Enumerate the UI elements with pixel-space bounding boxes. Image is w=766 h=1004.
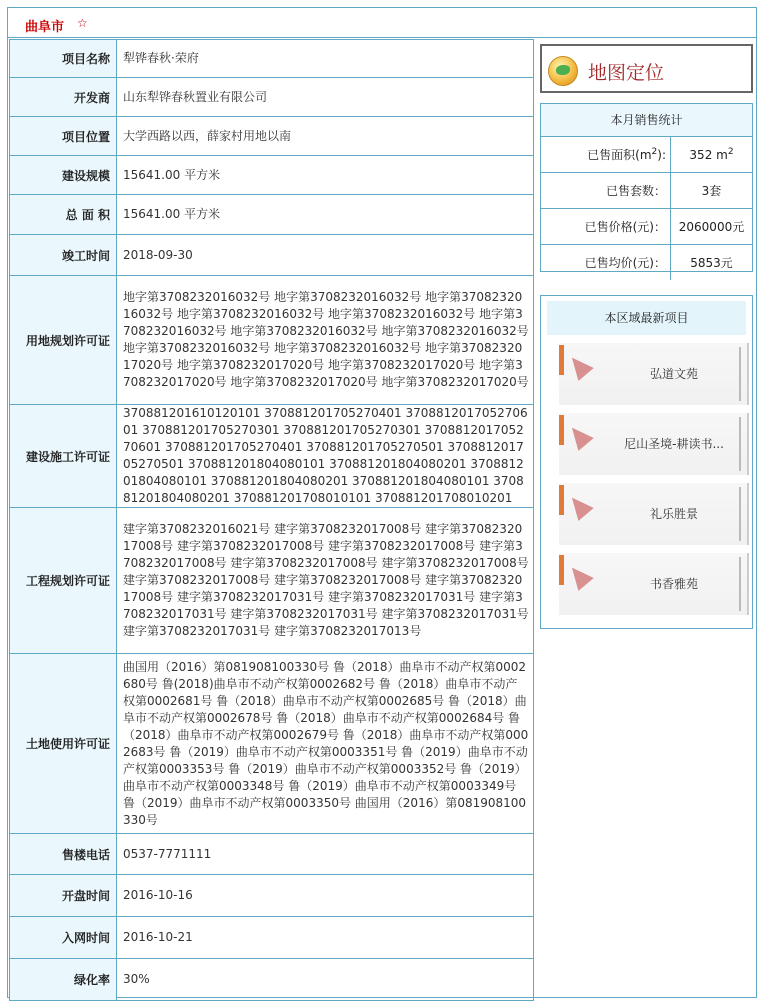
monthly-sales-panel (540, 103, 753, 272)
recent-project-item[interactable] (559, 483, 749, 545)
detail-label: 开发商 (10, 78, 117, 117)
detail-label: 土地使用许可证 (10, 654, 117, 834)
monthly-sales-title: 本月销售统计 (541, 104, 752, 137)
sales-row-avg (541, 245, 752, 281)
recent-projects-title: 本区域最新项目 (547, 301, 746, 335)
cursor-arrow-icon (564, 421, 593, 451)
cursor-arrow-icon (564, 561, 593, 591)
detail-value: 0537-7771111 (117, 834, 534, 875)
detail-value: 2018-09-30 (117, 235, 534, 276)
recent-project-name[interactable]: 尼山圣境-耕读书... (624, 437, 724, 451)
detail-label: 入网时间 (10, 917, 117, 959)
recent-project-item[interactable] (559, 343, 749, 405)
detail-value: 15641.00 平方米 (117, 195, 534, 235)
detail-row (10, 276, 534, 405)
detail-value: 大学西路以西，薛家村用地以南 (117, 117, 534, 156)
detail-value: 15641.00 平方米 (117, 156, 534, 195)
detail-row (10, 117, 534, 156)
detail-value: 2016-10-21 (117, 917, 534, 959)
recent-project-name[interactable]: 书香雅苑 (649, 577, 698, 591)
city-name[interactable]: 曲阜市 (25, 20, 65, 35)
page-frame (7, 7, 757, 998)
sales-row-units (541, 173, 752, 209)
city-header (8, 8, 756, 38)
recent-project-name[interactable]: 礼乐胜景 (649, 507, 698, 521)
sold-area-label: 已售面积$(m^2)$: (541, 137, 671, 173)
detail-label: 竣工时间 (10, 235, 117, 276)
recent-project-name[interactable]: 弘道文苑 (649, 367, 698, 381)
star-icon[interactable]: ☆ (77, 16, 88, 30)
detail-value: 地字第3708232016032号 地字第3708232016032号 地字第3708232016032号 地字第3708232016032号 地字第3708232016032号 地字第3708232016032号 地字第3708232016032号 地字第3708232016032号 地字第3708232016032号 地字第3708232016032号 地字第3708232017020号 地字第3708232017020号 地字第3708232017020号 地字第3708232017020号 地字第3708232017020号 地字第3708232017020号 (117, 276, 534, 405)
recent-project-item[interactable] (559, 413, 749, 475)
detail-label: 项目位置 (10, 117, 117, 156)
detail-row (10, 508, 534, 654)
detail-value: 山东犁铧春秋置业有限公司 (117, 78, 534, 117)
detail-label: 总 面 积 (10, 195, 117, 235)
detail-label: 建设规模 (10, 156, 117, 195)
detail-value: 2016-10-16 (117, 875, 534, 917)
detail-row (10, 917, 534, 959)
detail-label: 开盘时间 (10, 875, 117, 917)
detail-value: 曲国用（2016）第081908100330号 鲁（2018）曲阜市不动产权第0002680号 鲁(2018)曲阜市不动产权第0002682号 鲁（2018）曲阜市不动产权第0002681号 鲁（2018）曲阜市不动产权第0002685号 鲁（2018）曲阜市不动产权第0002678号 鲁（2018）曲阜市不动产权第0002684号 鲁（2018）曲阜市不动产权第0002679号 鲁（2018）曲阜市不动产权第0002683号 鲁（2019）曲阜市不动产权第0003351号 鲁（2019）曲阜市不动产权第0003353号 鲁（2019）曲阜市不动产权第0003352号 鲁（2019）曲阜市不动产权第0003348号 鲁（2019）曲阜市不动产权第0003349号 鲁（2019）曲阜市不动产权第0003350号 曲国用（2016）第081908100330号 (117, 654, 534, 834)
cursor-arrow-icon (564, 491, 593, 521)
sold-price-label: 已售价格(元)： (541, 209, 671, 245)
sold-area-value: 352 $m^2$ (689, 147, 734, 162)
detail-row (10, 40, 534, 78)
detail-label: 绿化率 (10, 959, 117, 1001)
recent-projects-panel (540, 295, 753, 629)
detail-row (10, 654, 534, 834)
detail-label: 项目名称 (10, 40, 117, 78)
sales-table (541, 137, 752, 280)
detail-row (10, 195, 534, 235)
recent-project-item[interactable] (559, 553, 749, 615)
detail-row (10, 875, 534, 917)
detail-row (10, 959, 534, 1001)
avg-price-label: 已售均价(元)： (541, 245, 671, 281)
sales-row-area (541, 137, 752, 173)
avg-price-value: 5853元 (671, 245, 753, 281)
sold-units-label: 已售套数： (541, 173, 671, 209)
map-location-label: 地图定位 (588, 62, 665, 84)
detail-value: 370881201610120101 370881201705270401 370881201705270601 370881201705270301 370881201705270301 370881201705270601 370881201705270401 370881201705270501 370881201705270501 370881201804080101 370881201804080201 370881201804080101 370881201804080201 370881201804080101 370881201804080201 370881201708010101 370881201708010201 (117, 405, 534, 508)
detail-row (10, 235, 534, 276)
detail-value: 犁铧春秋·荣府 (117, 40, 534, 78)
detail-label: 建设施工许可证 (10, 405, 117, 508)
detail-label: 用地规划许可证 (10, 276, 117, 405)
detail-row (10, 156, 534, 195)
globe-icon (548, 56, 578, 86)
detail-value: 30% (117, 959, 534, 1001)
detail-label: 售楼电话 (10, 834, 117, 875)
sold-price-value: 2060000元 (671, 209, 753, 245)
detail-value: 建字第3708232016021号 建字第3708232017008号 建字第3708232017008号 建字第3708232017008号 建字第3708232017008号 建字第3708232017008号 建字第3708232017008号 建字第3708232017008号 建字第3708232017008号 建字第3708232017008号 建字第3708232017008号 建字第3708232017031号 建字第3708232017031号 建字第3708232017031号 建字第3708232017031号 建字第3708232017031号 建字第3708232017031号 建字第3708232017013号 (117, 508, 534, 654)
sold-units-value: 3套 (671, 173, 753, 209)
detail-row (10, 78, 534, 117)
detail-label: 工程规划许可证 (10, 508, 117, 654)
cursor-arrow-icon (564, 351, 593, 381)
sales-row-price (541, 209, 752, 245)
project-details-table (9, 39, 534, 1001)
detail-row (10, 834, 534, 875)
map-location-button[interactable] (540, 44, 753, 93)
detail-row (10, 405, 534, 508)
